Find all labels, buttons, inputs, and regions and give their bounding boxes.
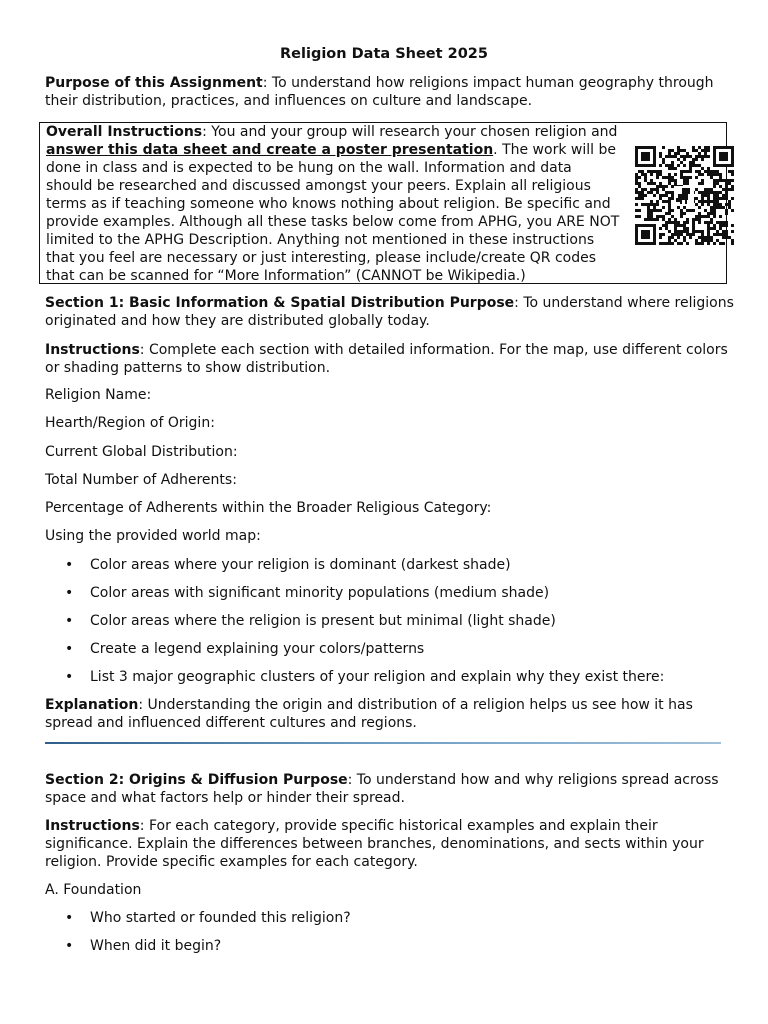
list-item-text: Color areas where the religion is present but minimal (light shade) — [90, 613, 556, 629]
purpose-paragraph — [45, 74, 735, 110]
bullet-icon: • — [65, 910, 74, 926]
bullet-icon: • — [65, 585, 74, 601]
overall-instructions-box — [39, 122, 727, 284]
qr-code-icon[interactable] — [634, 144, 734, 248]
map-intro: Using the provided world map: — [45, 528, 261, 544]
poster-instruction: answer this data sheet and create a poster presentation — [46, 142, 494, 158]
explanation-label: Explanation — [45, 697, 139, 713]
field-percentage-adherents: Percentage of Adherents within the Broader Religious Category: — [45, 500, 492, 516]
list-item-text: When did it begin? — [90, 938, 222, 954]
section2-purpose: : To understand how and why religions spread across space and what factors help or hinder their spread. — [45, 772, 719, 806]
section1-instructions-label: Instructions — [45, 342, 140, 358]
page-title: Religion Data Sheet 2025 — [280, 46, 488, 62]
overall-text-2: . The work will be done in class and is expected to be hung on the wall. Information and data should be researched and discussed amongst your peers. Explain all religious terms as if teaching someone who knows nothing about religion. Be specific and provide examples. Although all these tasks below come from APHG, you ARE NOT limited to the APHG Description. Anything not mentioned in these instructions that you feel are necessary or just interesting, please include/create QR codes that can be scanned for “More Information” (CANNOT be Wikipedia.) — [46, 142, 620, 284]
section2-instructions-text: : For each category, provide specific historical examples and explain their significance. Explain the differences between branches, denominations, and sects within your religion. Provide specific examples for each category. — [45, 818, 704, 870]
bullet-icon: • — [65, 557, 74, 573]
section2-title: Section 2: Origins & Diffusion Purpose — [45, 772, 348, 788]
overall-label: Overall Instructions — [46, 124, 203, 140]
bullet-icon: • — [65, 938, 74, 954]
section2-instructions-label: Instructions — [45, 818, 140, 834]
section1-explanation — [45, 696, 735, 732]
section2-instructions — [45, 817, 735, 871]
section1-instructions-text: : Complete each section with detailed information. For the map, use different colors or shading patterns to show distribution. — [45, 342, 728, 376]
section1-heading — [45, 294, 735, 330]
bullet-icon: • — [65, 613, 74, 629]
bullet-icon: • — [65, 641, 74, 657]
section-divider — [45, 742, 721, 744]
overall-instructions-text — [46, 123, 620, 285]
section1-instructions — [45, 341, 735, 377]
list-item-text: List 3 major geographic clusters of your religion and explain why they exist there: — [90, 669, 665, 685]
field-religion-name: Religion Name: — [45, 387, 152, 403]
field-hearth: Hearth/Region of Origin: — [45, 415, 215, 431]
purpose-label: Purpose of this Assignment — [45, 75, 263, 91]
bullet-icon: • — [65, 669, 74, 685]
list-item-text: Color areas with significant minority populations (medium shade) — [90, 585, 550, 601]
field-total-adherents: Total Number of Adherents: — [45, 472, 237, 488]
purpose-text: : To understand how religions impact human geography through their distribution, practices, and influences on culture and landscape. — [45, 75, 714, 109]
foundation-subheading: A. Foundation — [45, 882, 142, 898]
list-item-text: Color areas where your religion is dominant (darkest shade) — [90, 557, 511, 573]
explanation-text: : Understanding the origin and distribution of a religion helps us see how it has spread and influenced different cultures and regions. — [45, 697, 693, 731]
section2-heading — [45, 771, 735, 807]
list-item-text: Who started or founded this religion? — [90, 910, 351, 926]
field-global-distribution: Current Global Distribution: — [45, 444, 238, 460]
section1-title: Section 1: Basic Information & Spatial Distribution Purpose — [45, 295, 515, 311]
list-item-text: Create a legend explaining your colors/patterns — [90, 641, 425, 657]
overall-text-1: : You and your group will research your chosen religion and — [202, 124, 618, 140]
section1-purpose: : To understand where religions originated and how they are distributed globally today. — [45, 295, 734, 329]
